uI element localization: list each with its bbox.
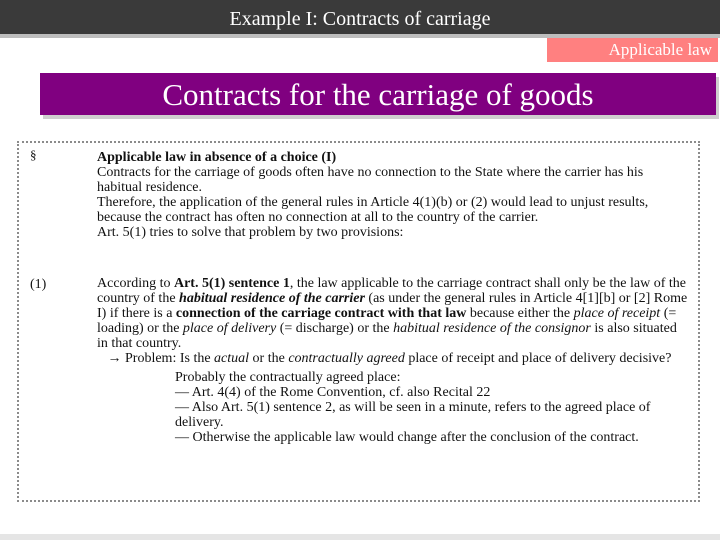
paragraph: Contracts for the carriage of goods often have no connection to the State where the carrier has his habitual residence. <box>97 165 644 195</box>
footer-strip <box>0 534 720 540</box>
paragraph: Art. 5(1) tries to solve that problem by two provisions: <box>97 225 404 240</box>
answer-point: — Also Art. 5(1) sentence 2, as will be seen in a minute, refers to the agreed place of delivery. <box>175 400 651 430</box>
answer-lead: Probably the contractually agreed place: <box>175 370 401 385</box>
intro-block <box>97 150 687 240</box>
title-bar <box>0 0 720 34</box>
item-marker-1: (1) <box>30 277 47 292</box>
answer-point: — Otherwise the applicable law would change after the conclusion of the contract. <box>175 430 639 445</box>
slide-title: Example I: Contracts of carriage <box>229 8 491 30</box>
paragraph: Therefore, the application of the general rules in Article 4(1)(b) or (2) would lead to unjust results, because the contract has often no connection at all to the country of the carrier. <box>97 195 649 225</box>
page-title: Contracts for the carriage of goods <box>40 73 716 115</box>
answer-point: — Art. 4(4) of the Rome Convention, cf. also Recital 22 <box>175 385 491 400</box>
problem-paragraph: → Problem: Is the actual or the contractually agreed place of receipt and place of delivery decisive? <box>107 351 672 366</box>
section-label: Applicable law <box>547 38 718 62</box>
bullet-marker: § <box>30 147 37 162</box>
block-heading: Applicable law in absence of a choice (I) <box>97 150 337 165</box>
provision-paragraph: According to Art. 5(1) sentence 1, the law applicable to the carriage contract shall only be the law of the country of the habitual residence of the carrier (as under the general rules in Article 4[1][b] or [2] Rome I) if there is a connection of the carriage contract with that law because either the place of receipt (= loading) or the place of delivery (= discharge) or the habitual residence of the consignor is also situated in that country. <box>97 276 688 351</box>
provision-block <box>97 276 689 445</box>
